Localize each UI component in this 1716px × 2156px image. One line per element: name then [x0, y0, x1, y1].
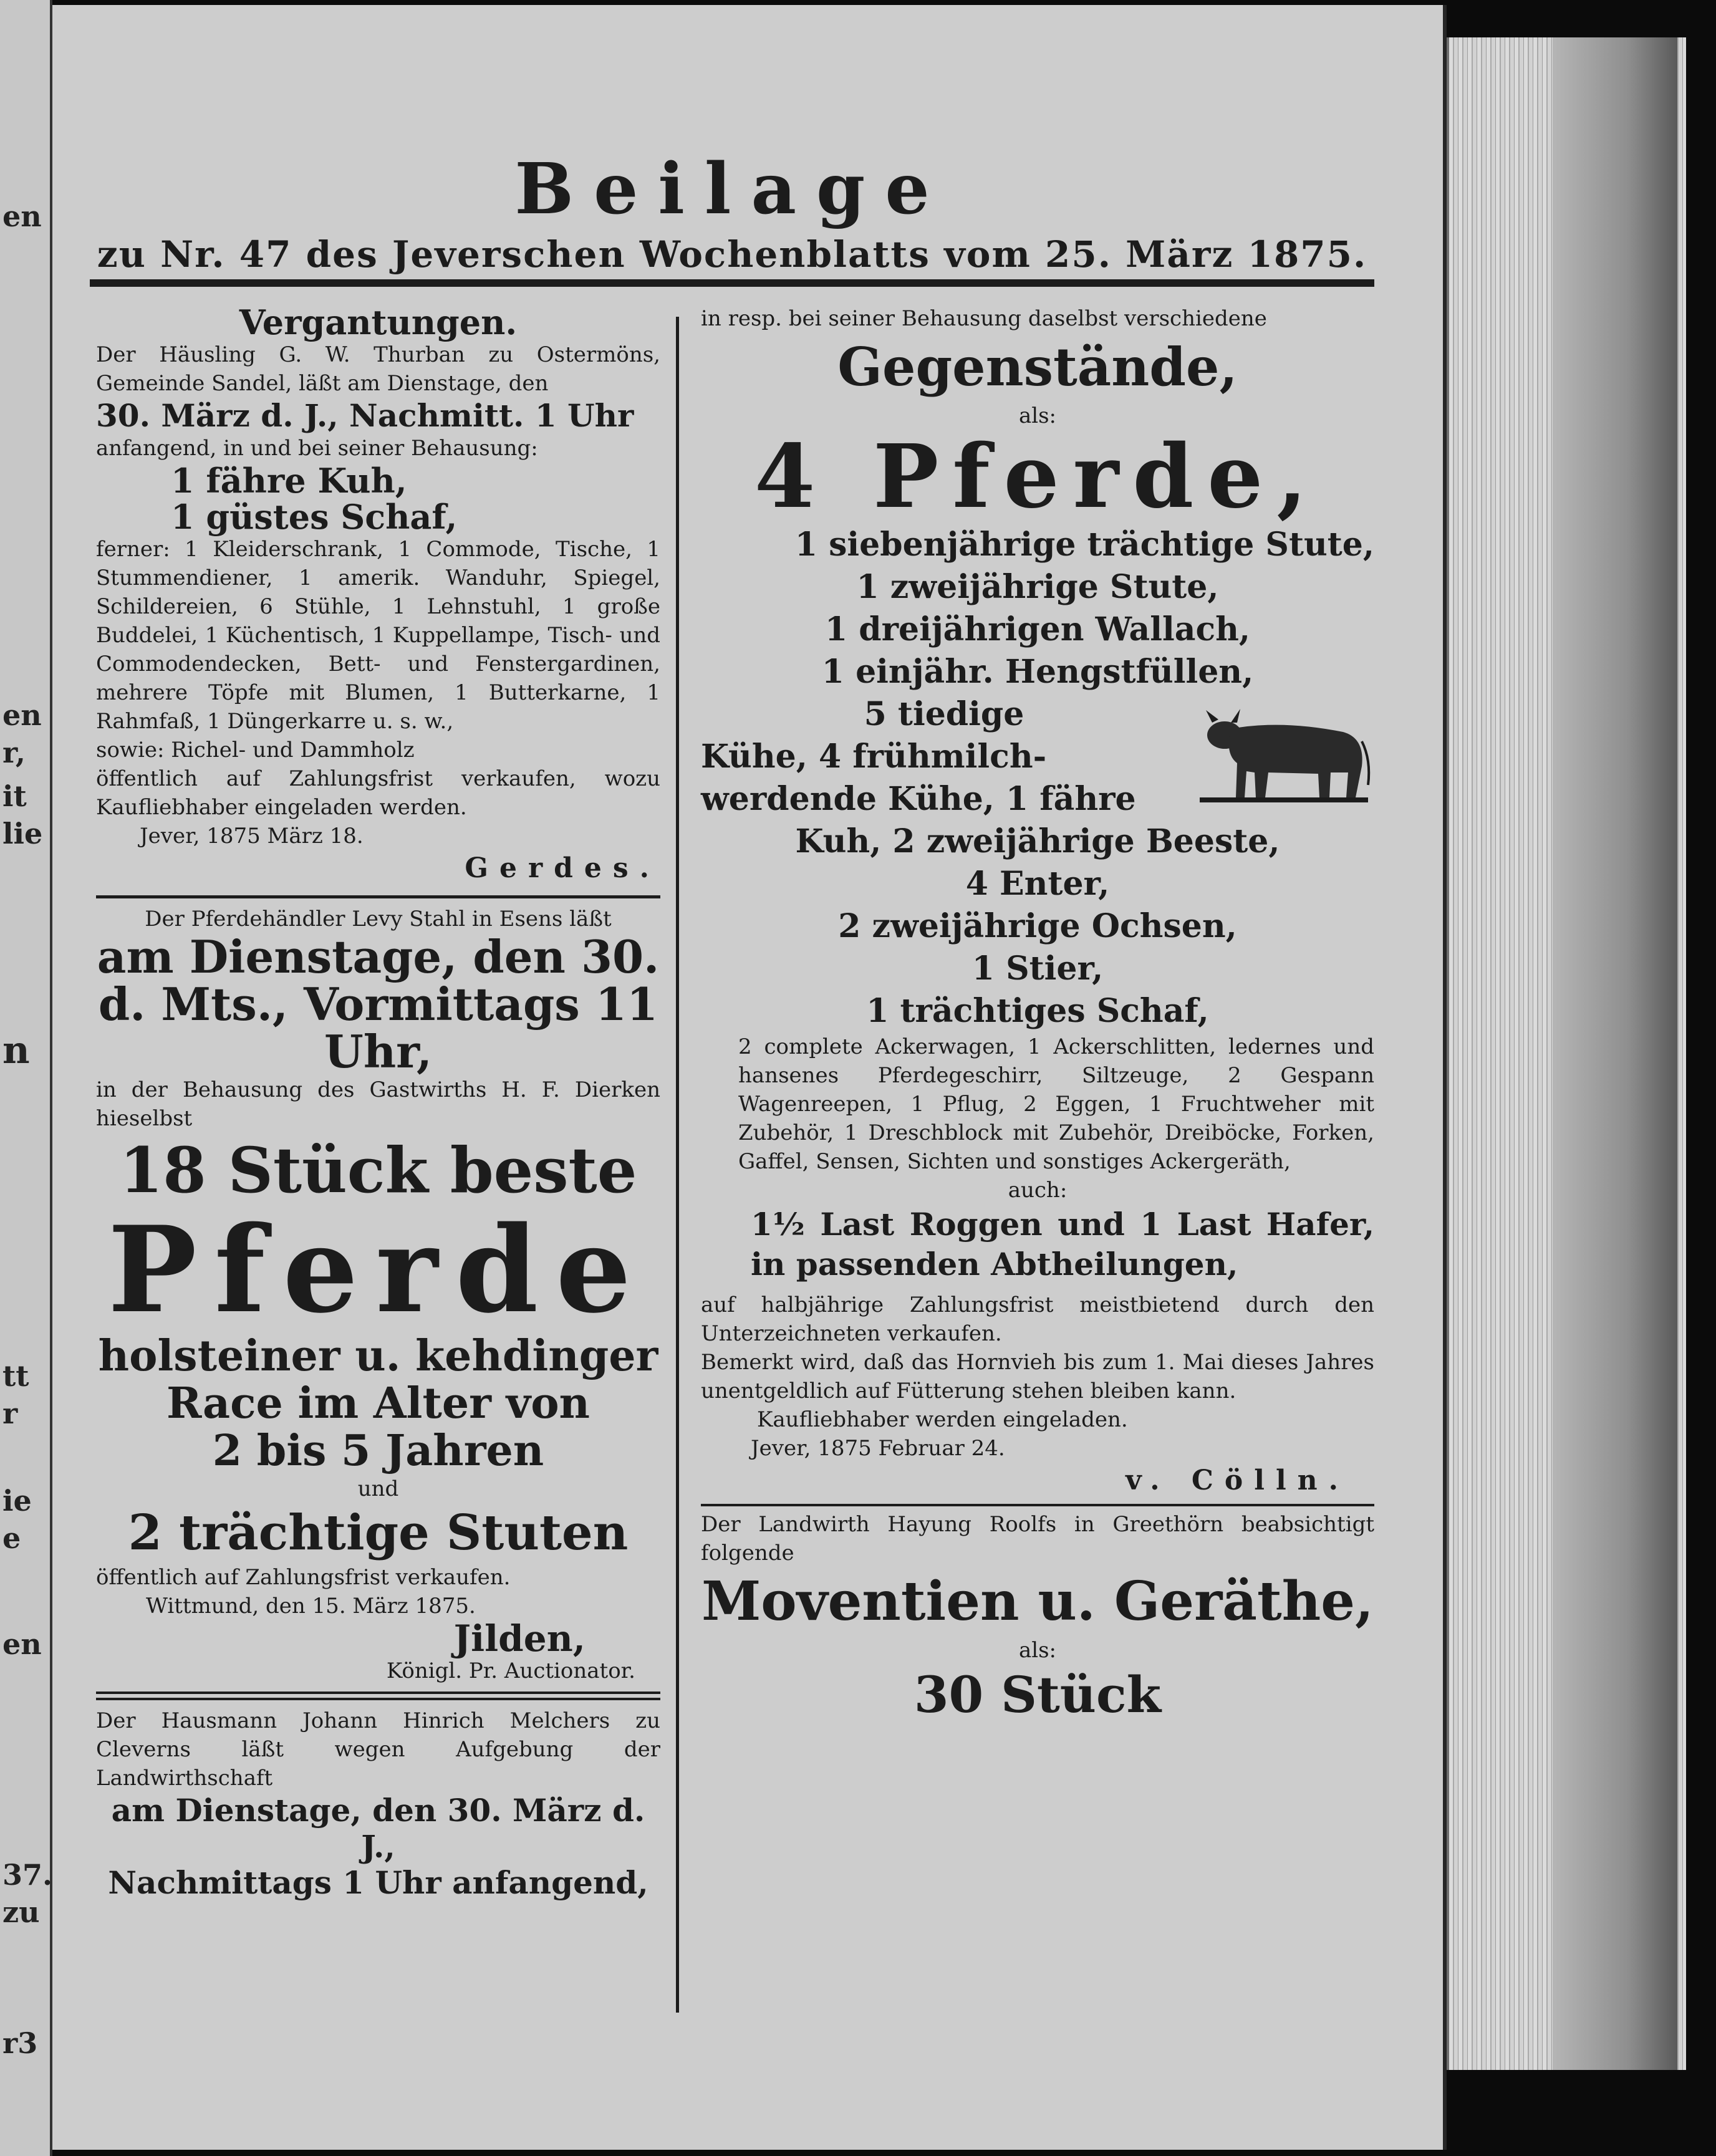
facing-page-fragment: tt — [2, 1359, 29, 1393]
livestock-line: 4 Enter, — [965, 865, 1110, 903]
livestock-line: 1 trächtiges Schaf, — [866, 992, 1209, 1030]
masthead-title: Beilage — [514, 148, 950, 230]
auction-notice-roolfs — [701, 1510, 1374, 1725]
auction-notice-thurban — [96, 304, 660, 887]
notice-separator — [96, 895, 660, 898]
breed-line: 2 bis 5 Jahren — [212, 1426, 544, 1476]
livestock-line: 1 siebenjährige trächtige Stute, — [794, 526, 1374, 564]
facing-page-fragment: e — [2, 1521, 21, 1555]
auction-notice-melchers-continued — [701, 304, 1374, 1499]
lot-list-extra: sowie: Richel- und Dammholz — [96, 738, 415, 763]
lot-list: ferner: 1 Kleiderschrank, 1 Commode, Tische, 1 Stummendiener, 1 amerik. Wanduhr, Spiegel, Schildereien, 6 Stühle, 1 Lehnstuhl, 1 große Buddelei, 1 Küchentisch, 1 Kuppellampe, Tisch- und Commodendecken, Bett- und Fenstergardinen, mehrere Töpfe mit Blumen, 1 Butterkarne, 1 Rahmfaß, 1 Düngerkarre u. s. w., — [96, 537, 660, 734]
headline-horses: Pferde — [107, 1200, 649, 1339]
headline-horses: 4 Pferde, — [754, 426, 1321, 528]
headline-goods: Moventien u. Geräthe, — [701, 1570, 1374, 1633]
masthead-subtitle: zu Nr. 47 des Jeverschen Wochenblatts vom 25. März 1875. — [97, 233, 1367, 276]
facing-page-fragment: r — [2, 1397, 18, 1430]
facing-page-edge — [0, 0, 52, 2156]
livestock-line: 1 Stier, — [971, 950, 1104, 988]
facing-page-fragment: en — [2, 200, 42, 233]
facing-page-fragment: r3 — [2, 2026, 38, 2060]
signature: Jilden, — [453, 1617, 586, 1660]
book-cover-edge — [1553, 37, 1677, 2070]
dateline: Jever, 1875 März 18. — [140, 824, 364, 849]
masthead-rule — [90, 279, 1374, 287]
livestock-line: Kühe, 4 frühmilch- — [701, 738, 1047, 776]
notice-intro: Der Landwirth Hayung Roolfs in Greethörn beabsichtigt folgende — [701, 1512, 1374, 1566]
facing-page-fragment: 37. — [2, 1858, 53, 1892]
notice-separator — [96, 1692, 660, 1700]
cattle-block — [701, 693, 1374, 821]
section-heading: Vergantungen. — [239, 302, 518, 342]
bull-illustration — [1187, 704, 1374, 810]
notice-intro: Der Pferdehändler Levy Stahl in Esens läßt — [145, 907, 612, 931]
lot-item: 1 fähre Kuh, — [171, 461, 407, 501]
notice-intro: in resp. bei seiner Behausung daselbst verschiedene — [701, 306, 1267, 331]
notice-note: Bemerkt wird, daß das Hornvieh bis zum 1. Mai dieses Jahres unentgeldlich auf Fütterung stehen bleiben kann. — [701, 1350, 1374, 1403]
auction-date-line: am Dienstage, den 30. — [97, 930, 660, 983]
signature-title: Königl. Pr. Auctionator. — [386, 1658, 635, 1683]
mares-line: 2 trächtige Stuten — [128, 1504, 629, 1561]
auction-date-line: am Dienstage, den 30. März d. J., — [111, 1792, 645, 1865]
dateline: Wittmund, den 15. März 1875. — [146, 1594, 476, 1619]
facing-page-fragment: ie — [2, 1484, 32, 1518]
auction-place: in der Behausung des Gastwirths H. F. Dierken hieselbst — [96, 1077, 660, 1131]
auction-notice-melchers — [96, 1706, 660, 1901]
auction-date-line: d. Mts., Vormittags 11 — [98, 978, 658, 1031]
auction-place: anfangend, in und bei seiner Behausung: — [96, 436, 538, 461]
facing-page-fragment: zu — [2, 1895, 40, 1929]
right-column — [701, 304, 1374, 1725]
left-column — [96, 304, 660, 1901]
dateline: Jever, 1875 Februar 24. — [751, 1436, 1005, 1461]
newspaper-page — [52, 5, 1447, 2150]
auction-date-line: Uhr, — [324, 1025, 432, 1078]
headline-count: 30 Stück — [913, 1665, 1162, 1724]
als-label: als: — [1018, 403, 1057, 428]
livestock-line: 1 einjähr. Hengstfüllen, — [821, 653, 1254, 691]
conjunction: und — [357, 1476, 399, 1501]
auch-label: auch: — [1008, 1178, 1068, 1203]
livestock-line: 1 dreijährigen Wallach, — [824, 610, 1251, 648]
facing-page-fragment: it — [2, 779, 27, 813]
notice-closing: öffentlich auf Zahlungsfrist verkaufen, wozu Kaufliebhaber eingeladen werden. — [96, 766, 660, 820]
livestock-line: Kuh, 2 zweijährige Beeste, — [795, 822, 1280, 860]
lot-item: 1 güstes Schaf, — [171, 497, 458, 537]
notice-closing: öffentlich auf Zahlungsfrist verkaufen. — [96, 1565, 511, 1590]
notice-intro: Der Häusling G. W. Thurban zu Ostermöns, Gemeinde Sandel, läßt am Dienstage, den — [96, 342, 660, 396]
notice-closing: auf halbjährige Zahlungsfrist meistbietend durch den Unterzeichneten verkaufen. — [701, 1292, 1374, 1346]
facing-page-fragment: r, — [2, 736, 26, 769]
grain-line: 1½ Last Roggen und 1 Last Hafer, in passenden Abtheilungen, — [751, 1206, 1374, 1283]
livestock-line: 1 zweijährige Stute, — [856, 568, 1219, 606]
facing-page-fragment: en — [2, 1627, 42, 1661]
headline-horses-count: 18 Stück beste — [119, 1133, 637, 1207]
facing-page-fragment: n — [2, 1029, 30, 1072]
notice-invite: Kaufliebhaber werden eingeladen. — [757, 1407, 1128, 1432]
livestock-line: werdende Kühe, 1 fähre — [701, 780, 1136, 818]
facing-page-fragment: en — [2, 698, 42, 732]
masthead — [96, 148, 1368, 276]
notice-intro: Der Hausmann Johann Hinrich Melchers zu Cleverns läßt wegen Aufgebung der Landwirthschaft — [96, 1708, 660, 1791]
als-label: als: — [1018, 1638, 1057, 1663]
headline-items: Gegenstände, — [837, 336, 1238, 398]
breed-line: holsteiner u. kehdinger — [98, 1331, 658, 1381]
auction-date-line: Nachmittags 1 Uhr anfangend, — [108, 1864, 648, 1901]
column-divider — [676, 317, 679, 2013]
livestock-line: 5 tiedige — [864, 695, 1024, 733]
facing-page-fragment: lie — [2, 817, 43, 850]
tools-list: 2 complete Ackerwagen, 1 Ackerschlitten, ledernes und hansenes Pferdegeschirr, Siltzeuge, 2 Gespann Wagenreepen, 1 Pflug, 2 Eggen, 1 Fruchtweher mit Zubehör, 1 Dreschblock mit Zubehör, Dreiböcke, Forken, Gaffel, Sensen, Sichten und sonstiges Ackergeräth, — [738, 1034, 1374, 1174]
livestock-line: 2 zweijährige Ochsen, — [838, 907, 1237, 945]
breed-line: Race im Alter von — [166, 1379, 590, 1428]
notice-separator — [701, 1504, 1374, 1506]
auction-date: 30. März d. J., Nachmitt. 1 Uhr — [96, 397, 634, 434]
signature: v. Cölln. — [1126, 1465, 1349, 1496]
signature: Gerdes. — [465, 852, 660, 884]
auction-notice-stahl — [96, 905, 660, 1685]
